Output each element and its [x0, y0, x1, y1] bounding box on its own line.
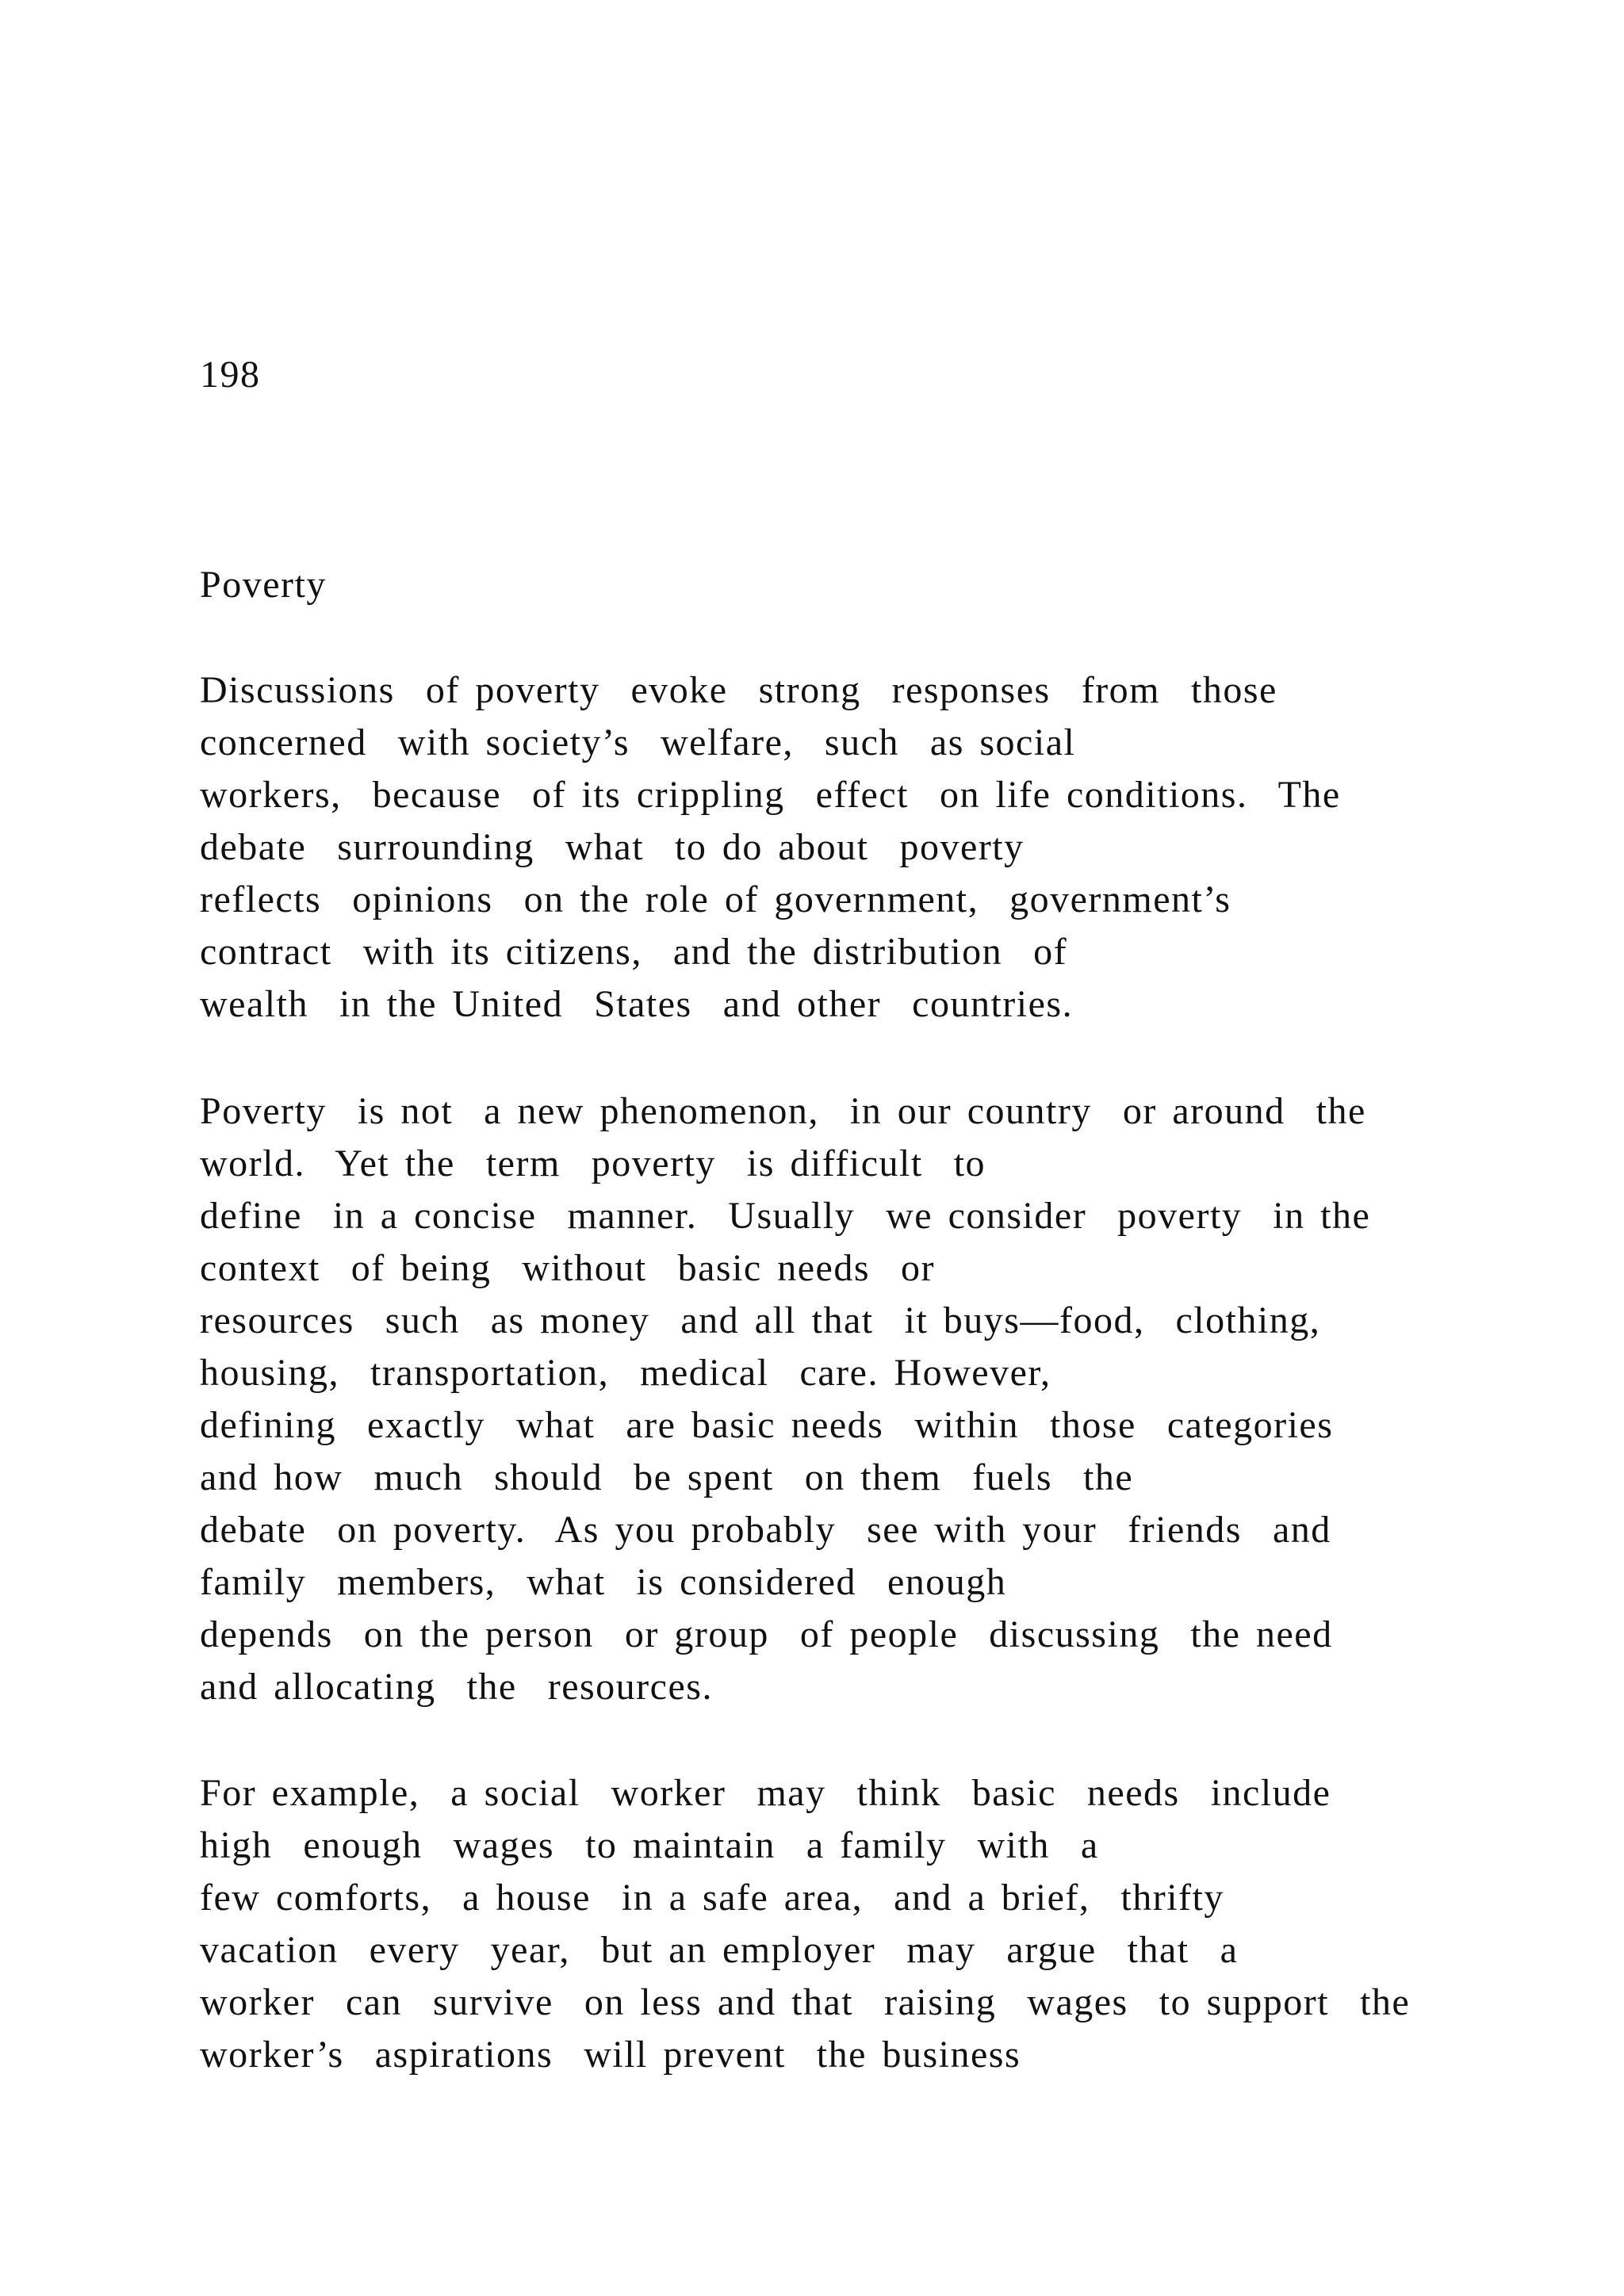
text-line: define in a concise manner. Usually we consider poverty in the: [200, 1195, 1371, 1237]
text-line: Discussions of poverty evoke strong responses from those: [200, 669, 1277, 711]
text-line: workers, because of its crippling effect on life conditions. The: [200, 774, 1341, 816]
paragraph-2: [200, 1085, 1500, 1713]
page-number: 198: [200, 354, 261, 396]
text-line: worker can survive on less and that raising wages to support the: [200, 1981, 1411, 2023]
text-line: defining exactly what are basic needs within those categories: [200, 1404, 1334, 1446]
text-line: concerned with society’s welfare, such as social: [200, 721, 1076, 763]
text-line: worker’s aspirations will prevent the business: [200, 2034, 1021, 2076]
text-line: Poverty is not a new phenomenon, in our country or around the: [200, 1090, 1366, 1132]
text-line: and allocating the resources.: [200, 1666, 713, 1708]
paragraph-1: [200, 664, 1500, 1031]
text-line: debate on poverty. As you probably see with your friends and: [200, 1509, 1331, 1551]
text-line: housing, transportation, medical care. However,: [200, 1352, 1051, 1394]
text-line: high enough wages to maintain a family with a: [200, 1824, 1099, 1866]
text-line: world. Yet the term poverty is difficult to: [200, 1142, 986, 1184]
text-line: For example, a social worker may think basic needs include: [200, 1772, 1331, 1814]
text-line: reflects opinions on the role of government, government’s: [200, 878, 1231, 920]
paragraph-3: [200, 1767, 1500, 2081]
text-line: debate surrounding what to do about poverty: [200, 826, 1025, 868]
text-line: vacation every year, but an employer may argue that a: [200, 1929, 1239, 1971]
text-line: family members, what is considered enough: [200, 1561, 1007, 1603]
text-line: few comforts, a house in a safe area, and a brief, thrifty: [200, 1877, 1224, 1919]
text-line: resources such as money and all that it buys—food, clothing,: [200, 1299, 1321, 1341]
section-heading: Poverty: [200, 564, 327, 606]
text-line: and how much should be spent on them fuels the: [200, 1456, 1134, 1498]
text-line: contract with its citizens, and the distribution of: [200, 931, 1068, 973]
text-line: context of being without basic needs or: [200, 1247, 935, 1289]
text-line: depends on the person or group of people discussing the need: [200, 1613, 1333, 1655]
text-line: wealth in the United States and other countries.: [200, 983, 1074, 1025]
